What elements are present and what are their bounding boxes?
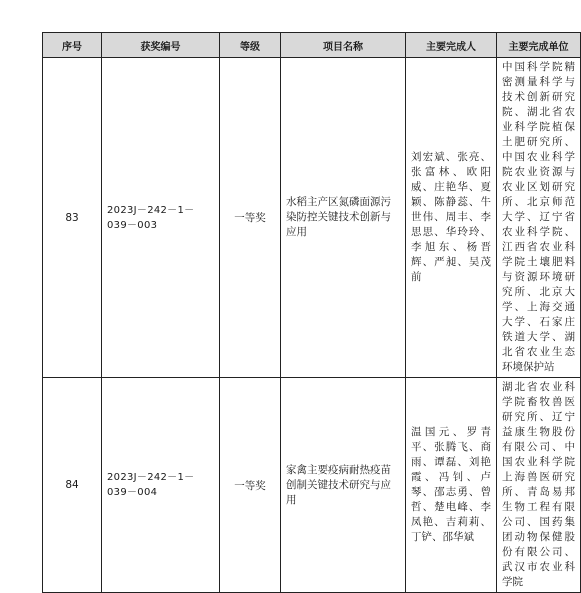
cell-no: 83 [43, 58, 102, 378]
header-people: 主要完成人 [406, 33, 497, 58]
header-row [43, 33, 581, 58]
header-name: 项目名称 [281, 33, 406, 58]
cell-code: 2023J－242－1－039－003 [102, 58, 220, 378]
header-code: 获奖编号 [102, 33, 220, 58]
header-units: 主要完成单位 [497, 33, 581, 58]
table-body [43, 58, 581, 593]
cell-units: 湖北省农业科学院畜牧兽医研究所、辽宁益康生物股份有限公司、中国农业科学院上海兽医研究所、青岛易邦生物工程有限公司、国药集团动物保健股份有限公司、武汉市农业科学院 [497, 378, 581, 593]
table-row [43, 58, 581, 378]
table-header [43, 33, 581, 58]
header-no: 序号 [43, 33, 102, 58]
cell-no: 84 [43, 378, 102, 593]
header-level: 等级 [220, 33, 281, 58]
cell-level: 一等奖 [220, 378, 281, 593]
cell-code: 2023J－242－1－039－004 [102, 378, 220, 593]
table-row [43, 378, 581, 593]
cell-people: 温国元、罗青平、张腾飞、商雨、谭磊、刘艳霞、冯钊、卢琴、邵志勇、曾哲、楚电峰、李凤艳、吉莉莉、丁铲、邵华斌 [406, 378, 497, 593]
cell-units: 中国科学院精密测量科学与技术创新研究院、湖北省农业科学院植保土肥研究所、中国农业科学院农业资源与农业区划研究所、北京师范大学、辽宁省农业科学院、江西省农业科学院土壤肥料与资源环境研究所、北京大学、上海交通大学、石家庄铁道大学、湖北省农业生态环境保护站 [497, 58, 581, 378]
cell-people: 刘宏斌、张亮、张富林、欧阳威、庄艳华、夏颖、陈静蕊、牛世伟、周丰、李思思、华玲玲、李旭东、杨晋辉、严昶、吴茂前 [406, 58, 497, 378]
cell-project-name: 家禽主要疫病耐热疫苗创制关键技术研究与应用 [281, 378, 406, 593]
cell-level: 一等奖 [220, 58, 281, 378]
cell-project-name: 水稻主产区氮磷面源污染防控关键技术创新与应用 [281, 58, 406, 378]
award-table [42, 32, 581, 593]
